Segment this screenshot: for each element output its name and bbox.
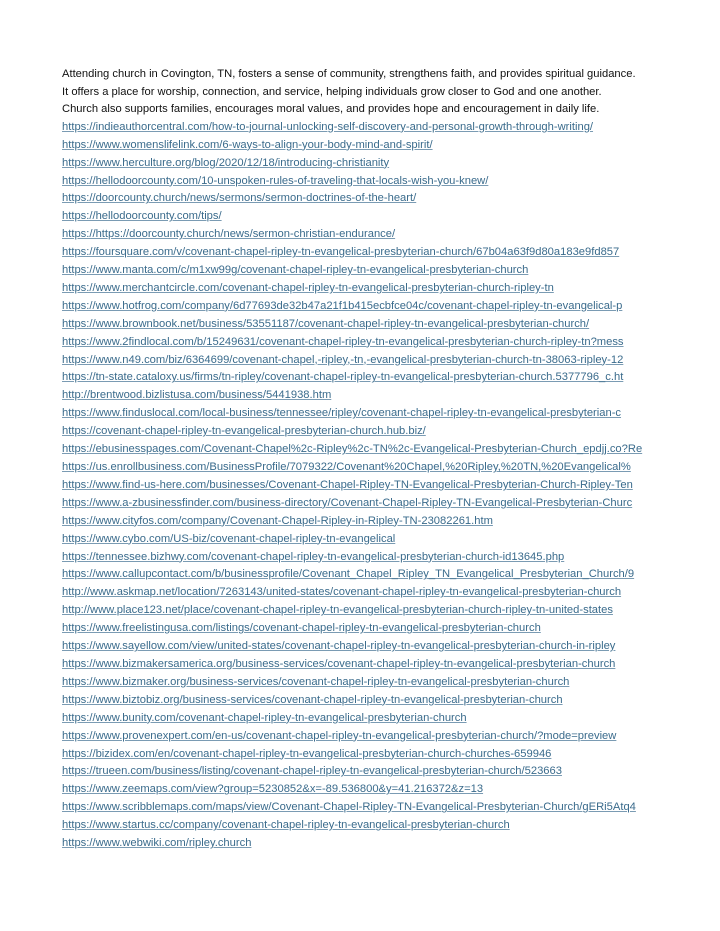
reference-link[interactable]: https://www.2findlocal.com/b/15249631/covenant-chapel-ripley-tn-evangelical-presbyterian-church-ripley-tn?mess [62, 335, 624, 348]
reference-link[interactable]: https://www.bizmakersamerica.org/business-services/covenant-chapel-ripley-tn-evangelical-presbyterian-church [62, 657, 616, 670]
reference-link[interactable]: https://www.hotfrog.com/company/6d77693de32b47a21f1b415ecbfce04c/covenant-chapel-ripley-tn-evangelical-p [62, 299, 623, 312]
reference-link[interactable]: https://www.sayellow.com/view/united-states/covenant-chapel-ripley-tn-evangelical-presbyterian-church-in-ripley [62, 640, 616, 653]
reference-link[interactable]: https://hellodoorcounty.com/10-unspoken-rules-of-traveling-that-locals-wish-you-knew/ [62, 174, 489, 187]
reference-link[interactable]: https://www.herculture.org/blog/2020/12/18/introducing-christianity [62, 156, 390, 169]
reference-link[interactable]: https://www.callupcontact.com/b/businessprofile/Covenant_Chapel_Ripley_TN_Evangelical_Presbyterian_Church/9 [62, 568, 635, 581]
reference-link[interactable]: https://www.scribblemaps.com/maps/view/Covenant-Chapel-Ripley-TN-Evangelical-Presbyterian-Church/gERi5Atq4 [62, 801, 636, 814]
reference-link[interactable]: https://www.find-us-here.com/businesses/Covenant-Chapel-Ripley-TN-Evangelical-Presbyterian-Church-Ripley-Ten [62, 478, 633, 491]
reference-link[interactable]: https://www.womenslifelink.com/6-ways-to-align-your-body-mind-and-spirit/ [62, 138, 433, 151]
reference-link[interactable]: https://www.brownbook.net/business/53551187/covenant-chapel-ripley-tn-evangelical-presbyterian-church/ [62, 317, 590, 330]
reference-link[interactable]: https://trueen.com/business/listing/covenant-chapel-ripley-tn-evangelical-presbyterian-church/523663 [62, 765, 562, 778]
link-list [62, 119, 662, 853]
reference-link[interactable]: https://www.webwiki.com/ripley.church [62, 837, 252, 850]
intro-paragraph [62, 66, 662, 119]
reference-link[interactable]: https://www.a-zbusinessfinder.com/business-directory/Covenant-Chapel-Ripley-TN-Evangelical-Presbyterian-Churc [62, 496, 633, 509]
reference-link[interactable]: https://www.freelistingusa.com/listings/covenant-chapel-ripley-tn-evangelical-presbyterian-church [62, 622, 541, 635]
reference-link[interactable]: https://covenant-chapel-ripley-tn-evangelical-presbyterian-church.hub.biz/ [62, 425, 426, 438]
reference-link[interactable]: https://https://doorcounty.church/news/sermon-christian-endurance/ [62, 228, 396, 241]
reference-link[interactable]: https://foursquare.com/v/covenant-chapel-ripley-tn-evangelical-presbyterian-church/67b04a63f9d80a183e9fd857 [62, 246, 620, 259]
reference-link[interactable]: https://www.finduslocal.com/local-business/tennessee/ripley/covenant-chapel-ripley-tn-evangelical-presbyterian-c [62, 407, 622, 420]
reference-link[interactable]: https://us.enrollbusiness.com/BusinessProfile/7079322/Covenant%20Chapel,%20Ripley,%20TN,%20Evangelical% [62, 461, 631, 473]
reference-link[interactable]: https://www.n49.com/biz/6364699/covenant-chapel,-ripley,-tn,-evangelical-presbyterian-church-tn-38063-ripley-12 [62, 353, 624, 366]
reference-link[interactable]: http://www.askmap.net/location/7263143/united-states/covenant-chapel-ripley-tn-evangelical-presbyterian-church [62, 586, 622, 599]
intro-line: It offers a place for worship, connection, and service, helping individuals grow closer to God and one another. [62, 85, 602, 98]
reference-link[interactable]: https://www.zeemaps.com/view?group=5230852&x=-89.536800&y=41.216372&z=13 [62, 783, 484, 796]
reference-link[interactable]: https://doorcounty.church/news/sermons/sermon-doctrines-of-the-heart/ [62, 192, 417, 205]
reference-link[interactable]: https://www.provenexpert.com/en-us/covenant-chapel-ripley-tn-evangelical-presbyterian-church/?mode=preview [62, 729, 617, 742]
intro-line: Attending church in Covington, TN, fosters a sense of community, strengthens faith, and provides spiritual guidance. [62, 68, 636, 80]
reference-link[interactable]: https://www.bizmaker.org/business-services/covenant-chapel-ripley-tn-evangelical-presbyterian-church [62, 675, 570, 688]
reference-link[interactable]: http://brentwood.bizlistusa.com/business/5441938.htm [62, 389, 332, 402]
intro-line: Church also supports families, encourages moral values, and provides hope and encouragement in daily life. [62, 103, 600, 116]
reference-link[interactable]: https://bizidex.com/en/covenant-chapel-ripley-tn-evangelical-presbyterian-church-churches-659946 [62, 747, 552, 760]
reference-link[interactable]: https://hellodoorcounty.com/tips/ [62, 210, 222, 223]
reference-link[interactable]: https://www.startus.cc/company/covenant-chapel-ripley-tn-evangelical-presbyterian-church [62, 819, 510, 832]
reference-link[interactable]: https://www.cybo.com/US-biz/covenant-chapel-ripley-tn-evangelical [62, 532, 396, 545]
reference-link[interactable]: https://tennessee.bizhwy.com/covenant-chapel-ripley-tn-evangelical-presbyterian-church-id13645.php [62, 550, 565, 563]
reference-link[interactable]: https://www.biztobiz.org/business-services/covenant-chapel-ripley-tn-evangelical-presbyterian-church [62, 693, 563, 706]
reference-link[interactable]: https://www.merchantcircle.com/covenant-chapel-ripley-tn-evangelical-presbyterian-church-ripley-tn [62, 281, 554, 294]
document-page [62, 66, 662, 853]
reference-link[interactable]: https://tn-state.cataloxy.us/firms/tn-ripley/covenant-chapel-ripley-tn-evangelical-presbyterian-church.5377796_c.ht [62, 371, 624, 384]
reference-link[interactable]: https://www.bunity.com/covenant-chapel-ripley-tn-evangelical-presbyterian-church [62, 711, 467, 724]
reference-link[interactable]: https://www.cityfos.com/company/Covenant-Chapel-Ripley-in-Ripley-TN-23082261.htm [62, 514, 493, 527]
reference-link[interactable]: http://www.place123.net/place/covenant-chapel-ripley-tn-evangelical-presbyterian-church-ripley-tn-united-states [62, 604, 613, 617]
reference-link[interactable]: https://www.manta.com/c/m1xw99g/covenant-chapel-ripley-tn-evangelical-presbyterian-church [62, 264, 529, 277]
reference-link[interactable]: https://ebusinesspages.com/Covenant-Chapel%2c-Ripley%2c-TN%2c-Evangelical-Presbyterian-Church_epdjj.co?Re [62, 443, 643, 456]
reference-link[interactable]: https://indieauthorcentral.com/how-to-journal-unlocking-self-discovery-and-personal-growth-through-writing/ [62, 120, 594, 133]
